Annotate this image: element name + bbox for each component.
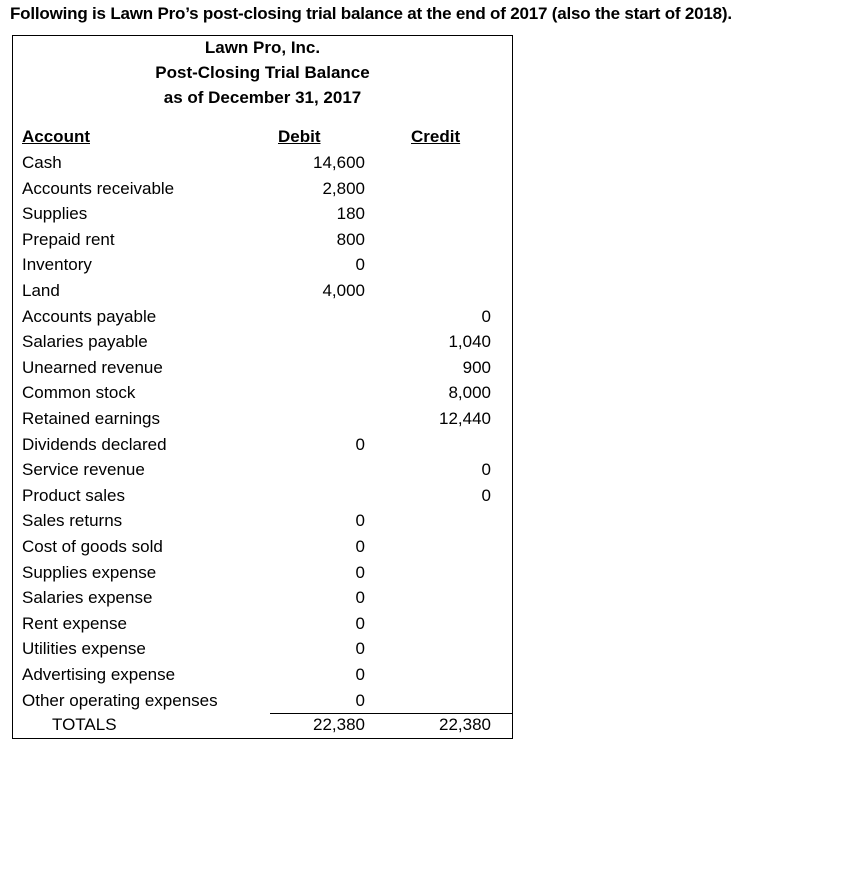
table-row bbox=[0, 614, 520, 639]
account-name: Advertising expense bbox=[22, 665, 176, 684]
account-name: Cost of goods sold bbox=[22, 537, 163, 556]
debit-amount: 0 bbox=[355, 639, 365, 659]
credit-amount: 1,040 bbox=[448, 332, 491, 352]
credit-column-header: Credit bbox=[411, 127, 461, 146]
statement-title: Post-Closing Trial Balance bbox=[155, 63, 370, 82]
table-row bbox=[0, 435, 520, 460]
credit-amount: 8,000 bbox=[448, 383, 491, 403]
account-name: Prepaid rent bbox=[22, 229, 115, 249]
table-row bbox=[0, 332, 520, 357]
credit-amount: 0 bbox=[481, 460, 491, 480]
account-name: Other operating expenses bbox=[22, 690, 218, 710]
totals-label: TOTALS bbox=[52, 715, 117, 734]
debit-amount: 180 bbox=[336, 204, 365, 224]
table-row bbox=[0, 460, 520, 485]
table-row bbox=[0, 230, 520, 255]
account-name: Utilities expense bbox=[22, 639, 146, 659]
account-name: Supplies expense bbox=[22, 562, 157, 582]
table-row bbox=[0, 383, 520, 408]
credit-amount: 900 bbox=[462, 357, 491, 377]
table-row bbox=[0, 665, 520, 690]
account-name: Salaries expense bbox=[22, 588, 153, 608]
account-name: Rent expense bbox=[22, 613, 127, 633]
table-row bbox=[0, 409, 520, 434]
debit-amount: 0 bbox=[355, 434, 365, 454]
account-name: Unearned revenue bbox=[22, 357, 163, 377]
account-name: Retained earnings bbox=[22, 409, 160, 428]
table-row bbox=[0, 691, 520, 716]
debit-amount: 0 bbox=[355, 255, 365, 275]
account-column-header: Account bbox=[22, 127, 90, 146]
credit-amount: 0 bbox=[481, 485, 491, 505]
table-row bbox=[0, 358, 520, 383]
totals-debit: 22,380 bbox=[313, 715, 365, 734]
table-row bbox=[0, 486, 520, 511]
account-name: Inventory bbox=[22, 255, 92, 275]
debit-amount: 2,800 bbox=[322, 178, 365, 198]
debit-amount: 0 bbox=[355, 665, 365, 684]
credit-amount: 12,440 bbox=[439, 409, 491, 428]
account-name: Dividends declared bbox=[22, 434, 167, 454]
account-name: Salaries payable bbox=[22, 332, 148, 352]
debit-amount: 800 bbox=[336, 229, 365, 249]
account-name: Supplies bbox=[22, 204, 88, 224]
debit-amount: 14,600 bbox=[313, 153, 365, 172]
table-row bbox=[0, 179, 520, 204]
credit-amount: 0 bbox=[481, 306, 491, 326]
account-name: Land bbox=[22, 281, 60, 300]
debit-amount: 0 bbox=[355, 562, 365, 582]
account-name: Accounts payable bbox=[22, 306, 157, 326]
intro-text: Following is Lawn Pro’s post-closing trial balance at the end of 2017 (also the start of 2018). bbox=[10, 4, 732, 23]
statement-date: as of December 31, 2017 bbox=[163, 88, 362, 107]
table-row bbox=[0, 588, 520, 613]
debit-amount: 0 bbox=[355, 613, 365, 633]
totals-row bbox=[0, 715, 520, 740]
company-name: Lawn Pro, Inc. bbox=[204, 38, 321, 57]
table-row bbox=[0, 153, 520, 178]
table-row bbox=[0, 563, 520, 588]
account-name: Common stock bbox=[22, 383, 136, 403]
account-name: Sales returns bbox=[22, 511, 123, 531]
table-row bbox=[0, 537, 520, 562]
table-row bbox=[0, 281, 520, 306]
table-row bbox=[0, 255, 520, 280]
debit-amount: 0 bbox=[355, 690, 365, 710]
debit-amount: 0 bbox=[355, 511, 365, 531]
account-name: Accounts receivable bbox=[22, 178, 175, 198]
account-name: Service revenue bbox=[22, 460, 145, 480]
table-row bbox=[0, 204, 520, 229]
account-name: Product sales bbox=[22, 485, 125, 505]
table-row bbox=[0, 639, 520, 664]
debit-amount: 0 bbox=[355, 537, 365, 556]
account-name: Cash bbox=[22, 153, 62, 172]
debit-amount: 0 bbox=[355, 588, 365, 608]
table-row bbox=[0, 511, 520, 536]
totals-credit: 22,380 bbox=[439, 715, 491, 734]
debit-amount: 4,000 bbox=[322, 281, 365, 300]
totals-underline bbox=[270, 713, 513, 714]
table-row bbox=[0, 307, 520, 332]
debit-column-header: Debit bbox=[278, 127, 321, 146]
